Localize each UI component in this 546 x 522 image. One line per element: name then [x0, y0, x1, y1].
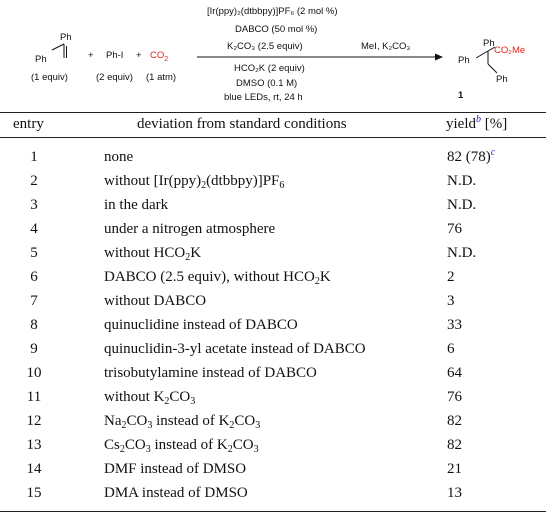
- entry-number: 7: [30, 293, 38, 309]
- deviation-text: DMF instead of DMSO: [104, 461, 247, 477]
- deviation-text: DMA instead of DMSO: [104, 485, 248, 501]
- yield-value: 2: [447, 269, 455, 285]
- header-entry: entry: [13, 116, 44, 132]
- yield-value: 33: [447, 317, 462, 333]
- equiv-reactant-2: (2 equiv): [96, 72, 133, 83]
- product-ph-top: Ph: [483, 38, 495, 49]
- yield-value: 82: [447, 413, 462, 429]
- yield-value: N.D.: [447, 197, 477, 213]
- product-ph-bottom: Ph: [496, 74, 508, 85]
- condition-above-2: DABCO (50 mol %): [235, 24, 318, 35]
- plus-sign-2: +: [136, 50, 142, 61]
- table-row: [0, 313, 546, 337]
- footnote-marker-b: b: [476, 114, 481, 125]
- reactant-2-phi: Ph-I: [106, 50, 124, 61]
- entry-number: 6: [30, 269, 38, 285]
- table-row: [0, 193, 546, 217]
- entry-number: 2: [30, 173, 38, 189]
- yield-value: 82 (78)$^c$: [447, 147, 496, 165]
- deviation-text: DABCO (2.5 equiv), without $HCO_2K$: [104, 269, 331, 287]
- yield-value: 3: [447, 293, 455, 309]
- header-yield: yield$^b$ [%]: [446, 114, 508, 132]
- reactant-1-structure: [52, 44, 67, 58]
- entry-number: 9: [30, 341, 38, 357]
- entry-number: 8: [30, 317, 38, 333]
- table-row: [0, 145, 546, 169]
- reactant-1-ph-top: Ph: [60, 32, 72, 43]
- table-row: [0, 217, 546, 241]
- table-row: [0, 385, 546, 409]
- footnote-marker-c: c: [490, 147, 496, 158]
- plus-sign-1: +: [88, 50, 94, 61]
- deviation-text: trisobutylamine instead of DABCO: [104, 365, 317, 381]
- table-row: [0, 289, 546, 313]
- condition-above-1: [Ir(ppy)₂(dtbbpy)]PF₆ (2 mol %): [207, 6, 338, 17]
- yield-value: N.D.: [447, 245, 477, 261]
- entry-number: 3: [30, 197, 38, 213]
- table-row: [0, 409, 546, 433]
- condition-above-3: K₂CO₃ (2.5 equiv): [227, 41, 303, 52]
- entry-number: 10: [26, 365, 42, 381]
- entry-number: 13: [26, 437, 42, 453]
- reactant-1-ph-left: Ph: [35, 54, 47, 65]
- yield-value: 76: [447, 389, 462, 405]
- yield-value: 82: [447, 437, 462, 453]
- reaction-scheme: [0, 0, 546, 112]
- table-row: [0, 433, 546, 457]
- entry-number: 11: [26, 389, 42, 405]
- equiv-reactant-1: (1 equiv): [31, 72, 68, 83]
- table-row: [0, 265, 546, 289]
- header-deviation: deviation from standard conditions: [137, 116, 347, 132]
- product-compound-number: 1: [458, 90, 464, 101]
- yield-value: 76: [447, 221, 462, 237]
- condition-below-1: HCO₂K (2 equiv): [234, 63, 305, 74]
- equiv-co2: (1 atm): [146, 72, 177, 83]
- table-row: [0, 481, 546, 505]
- deviation-text: quinuclidine instead of DABCO: [104, 317, 298, 333]
- yield-value: N.D.: [447, 173, 477, 189]
- second-step-reagents: MeI, K₂CO₃: [361, 41, 411, 52]
- deviation-text: without $[Ir(ppy)_2(dtbbpy)]PF_6$: [104, 173, 285, 191]
- deviation-text: without DABCO: [104, 293, 207, 309]
- table-row: [0, 457, 546, 481]
- entry-number: 15: [26, 485, 42, 501]
- reaction-arrowhead: [435, 54, 443, 61]
- table-row: [0, 169, 546, 193]
- entry-number: 4: [30, 221, 38, 237]
- deviation-text: under a nitrogen atmosphere: [104, 221, 276, 237]
- product-ph-left: Ph: [458, 55, 470, 66]
- yield-value: 21: [447, 461, 462, 477]
- table-row: [0, 361, 546, 385]
- yield-value: 64: [447, 365, 462, 381]
- deviation-text: without $HCO_2K$: [104, 245, 202, 263]
- product-ester-group: CO₂Me: [494, 45, 526, 56]
- table-header-rule: [0, 137, 546, 138]
- condition-below-2: DMSO (0.1 M): [236, 78, 298, 89]
- yield-value: 6: [447, 341, 455, 357]
- co2-reagent: $CO_2$: [150, 50, 169, 63]
- entry-number: 1: [30, 149, 38, 165]
- entry-number: 5: [30, 245, 38, 261]
- deviation-text: none: [104, 149, 134, 165]
- deviation-text: without $K_2CO_3$: [104, 389, 196, 407]
- deviation-text: quinuclidin-3-yl acetate instead of DABCO: [104, 341, 366, 357]
- table-row: [0, 241, 546, 265]
- entry-number: 14: [26, 461, 42, 477]
- deviation-text: $Cs_2CO_3$ instead of $K_2CO_3$: [104, 437, 259, 455]
- yield-value: 13: [447, 485, 462, 501]
- condition-below-3: blue LEDs, rt, 24 h: [224, 92, 303, 103]
- table-row: [0, 337, 546, 361]
- table-bottom-rule: [0, 511, 546, 512]
- deviation-text: $Na_2CO_3$ instead of $K_2CO_3$: [104, 413, 261, 431]
- deviation-text: in the dark: [104, 197, 169, 213]
- entry-number: 12: [26, 413, 42, 429]
